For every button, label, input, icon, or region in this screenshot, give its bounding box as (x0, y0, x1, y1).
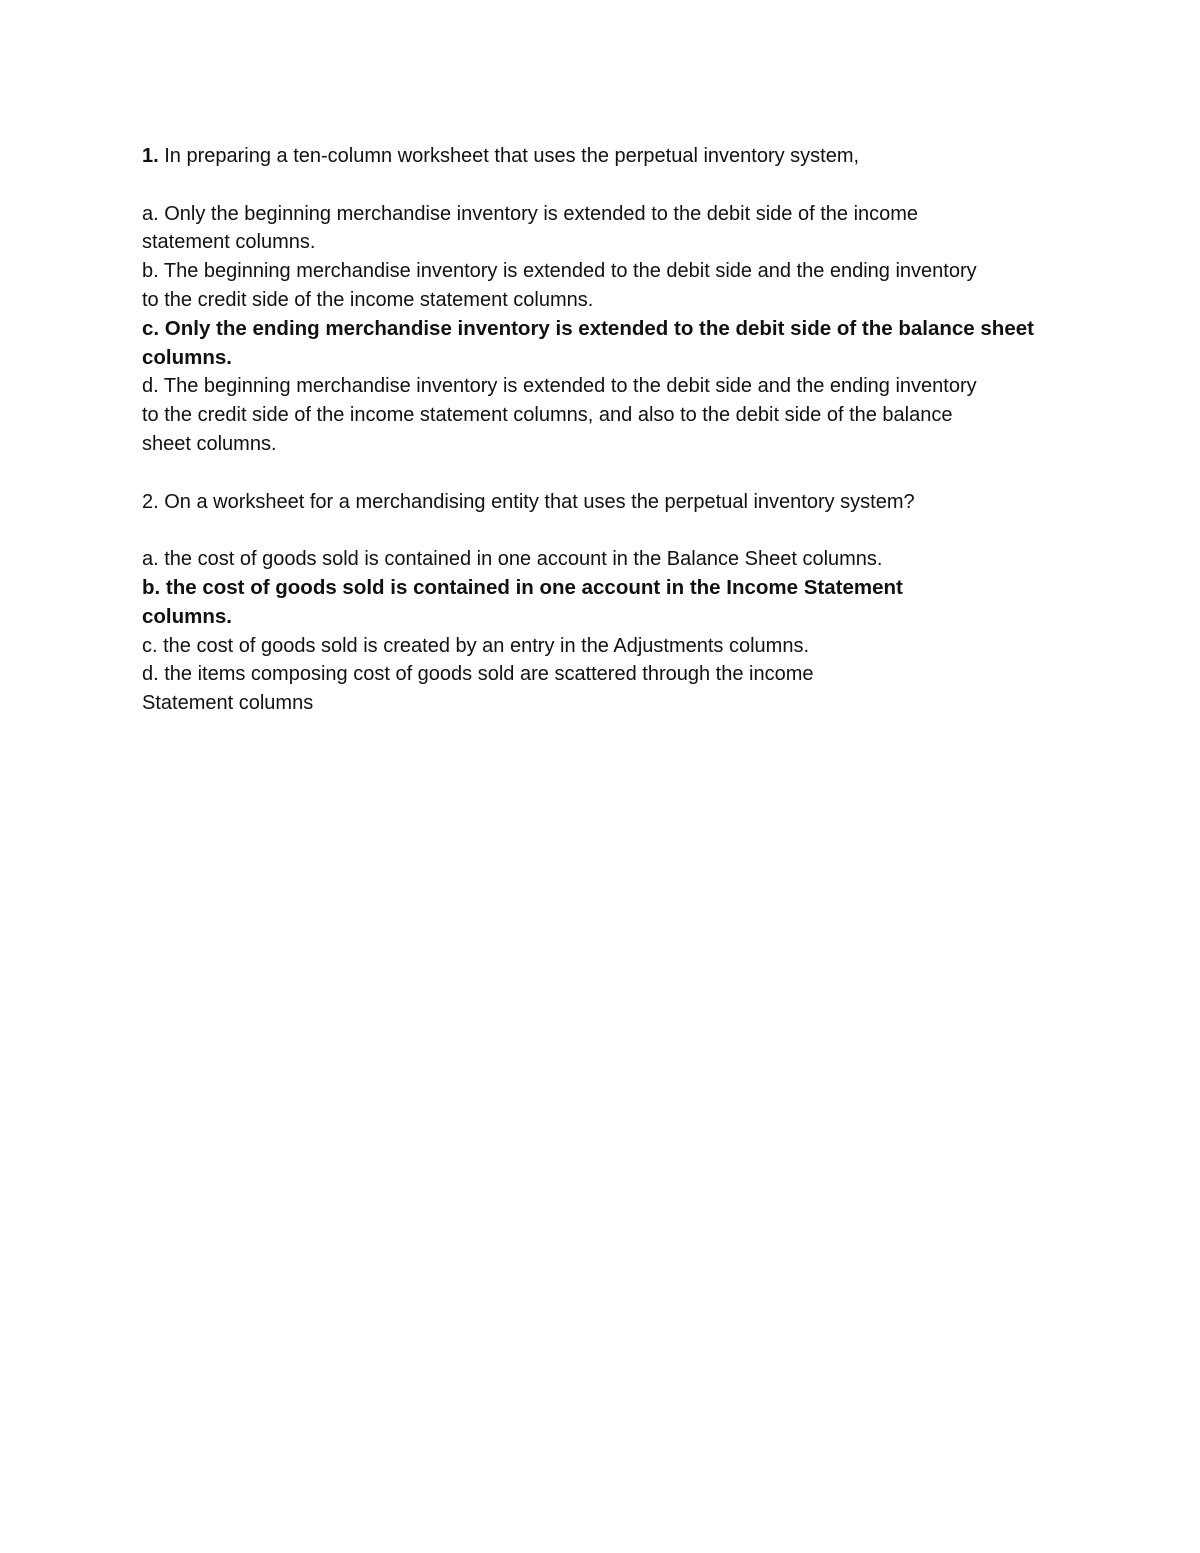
question-1-option-a-line-2: statement columns. (142, 231, 316, 254)
question-1-option-d-line-1: d. The beginning merchandise inventory is extended to the debit side and the ending inventory (142, 375, 977, 398)
document-content (142, 142, 1062, 718)
spacer (142, 171, 1062, 200)
question-2-option-d-line-1: d. the items composing cost of goods sold are scattered through the income (142, 663, 814, 686)
question-2-option-a-line-1: a. the cost of goods sold is contained in one account in the Balance Sheet columns. (142, 548, 883, 571)
question-2-option-c-line-1: c. the cost of goods sold is created by an entry in the Adjustments columns. (142, 634, 810, 657)
question-1-option-b-line-2: to the credit side of the income statement columns. (142, 288, 594, 311)
question-1-stem (142, 142, 1062, 171)
question-1-option-d-line-2: to the credit side of the income statement columns, and also to the debit side of the balance (142, 404, 953, 427)
question-2-stem: 2. On a worksheet for a merchandising entity that uses the perpetual inventory system? (142, 490, 915, 513)
question-1-option-a-line-1: a. Only the beginning merchandise inventory is extended to the debit side of the income (142, 202, 919, 225)
question-1-text: In preparing a ten-column worksheet that uses the perpetual inventory system, (158, 145, 860, 167)
question-2-option-d-line-2: Statement columns (142, 692, 314, 715)
question-1-option-c-answer-line-1: c. Only the ending merchandise inventory is extended to the debit side of the balance sheet (142, 316, 1034, 340)
question-1-option-d-line-3: sheet columns. (142, 432, 277, 455)
spacer (142, 459, 1062, 488)
question-2-option-b-answer-line-2: columns. (142, 604, 232, 628)
question-1-option-b-line-1: b. The beginning merchandise inventory is extended to the debit side and the ending inventory (142, 260, 977, 283)
question-2-option-b-answer-line-1: b. the cost of goods sold is contained in one account in the Income Statement (142, 575, 903, 599)
question-1-number: 1. (142, 145, 159, 167)
question-1-option-c-answer-line-2: columns. (142, 345, 232, 369)
spacer (142, 516, 1062, 545)
